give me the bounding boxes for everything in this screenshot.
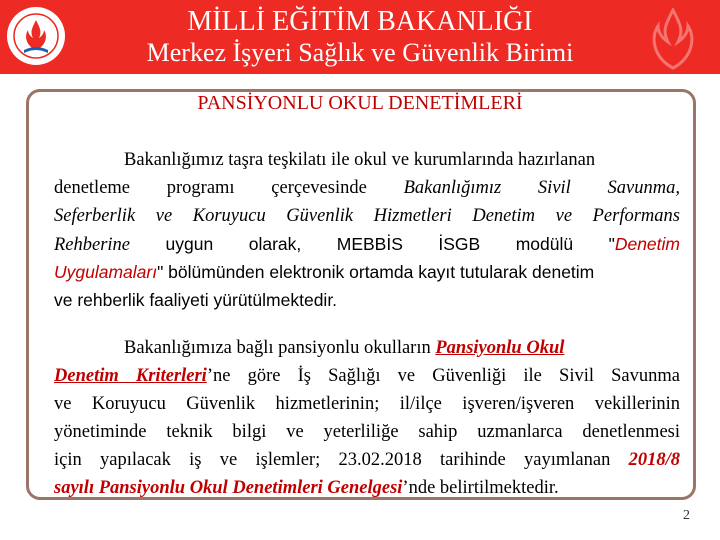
- p2-text: ’nde belirtilmektedir.: [402, 478, 559, 498]
- p2-text: ’ne göre İş Sağlığı ve Güvenliği ile Sivil Savunma: [206, 366, 680, 386]
- ministry-title: MİLLİ EĞİTİM BAKANLIĞI: [187, 6, 533, 37]
- p2-line-5: [54, 446, 680, 474]
- p2-red-text: Pansiyonlu Okul: [435, 338, 565, 358]
- p1-text: denetleme programı çerçevesinde: [54, 178, 404, 198]
- unit-subtitle: Merkez İşyeri Sağlık ve Güvenlik Birimi: [146, 38, 574, 67]
- header-bar: [0, 0, 720, 74]
- p1-line-4: [54, 230, 680, 258]
- p1-line-2: [54, 174, 680, 202]
- p1-italic-text: Rehberine: [54, 235, 131, 255]
- p1-text: " bölümünden elektronik ortamda kayıt tutularak denetim: [157, 262, 595, 282]
- p2-line-4: yönetiminde teknik bilgi ve yeterliliğe sahip uzmanlarca denetlenmesi: [54, 422, 680, 442]
- p2-red-text: sayılı Pansiyonlu Okul Denetimleri Genelgesi: [54, 478, 403, 498]
- slide-heading: PANSİYONLU OKUL DENETİMLERİ: [197, 92, 523, 114]
- flame-watermark-icon: [648, 8, 698, 70]
- p1-line-6: ve rehberlik faaliyeti yürütülmektedir.: [54, 290, 338, 310]
- p1-italic-text: Bakanlığımız Sivil Savunma,: [403, 178, 680, 198]
- p2-text: Bakanlığımıza bağlı pansiyonlu okulların: [124, 338, 436, 358]
- p2-line-6: [54, 474, 680, 502]
- p2-red-text: Denetim Kriterleri: [54, 366, 207, 386]
- paragraph-2: [54, 334, 680, 502]
- p1-line-1: Bakanlığımız taşra teşkilatı ile okul ve kurumlarında hazırlanan: [124, 150, 596, 170]
- p1-text: uygun olarak, MEBBİS İSGB modülü ": [130, 234, 615, 254]
- p2-text: için yapılacak iş ve işlemler; 23.02.2018 tarihinde yayımlanan: [54, 450, 629, 470]
- p2-red-text: 2018/8: [628, 450, 680, 470]
- page-number: 2: [683, 508, 690, 523]
- p2-line-1: [54, 334, 680, 362]
- p1-line-3: Seferberlik ve Koruyucu Güvenlik Hizmetleri Denetim ve Performans: [54, 206, 680, 226]
- p1-line-5: [54, 258, 680, 286]
- p1-red-text: Denetim: [614, 234, 680, 254]
- p1-red-text: Uygulamaları: [54, 262, 158, 282]
- paragraph-1: [54, 146, 680, 314]
- p2-line-3: ve Koruyucu Güvenlik hizmetlerinin; il/ilçe işveren/işveren vekillerinin: [54, 394, 680, 414]
- p2-line-2: [54, 362, 680, 390]
